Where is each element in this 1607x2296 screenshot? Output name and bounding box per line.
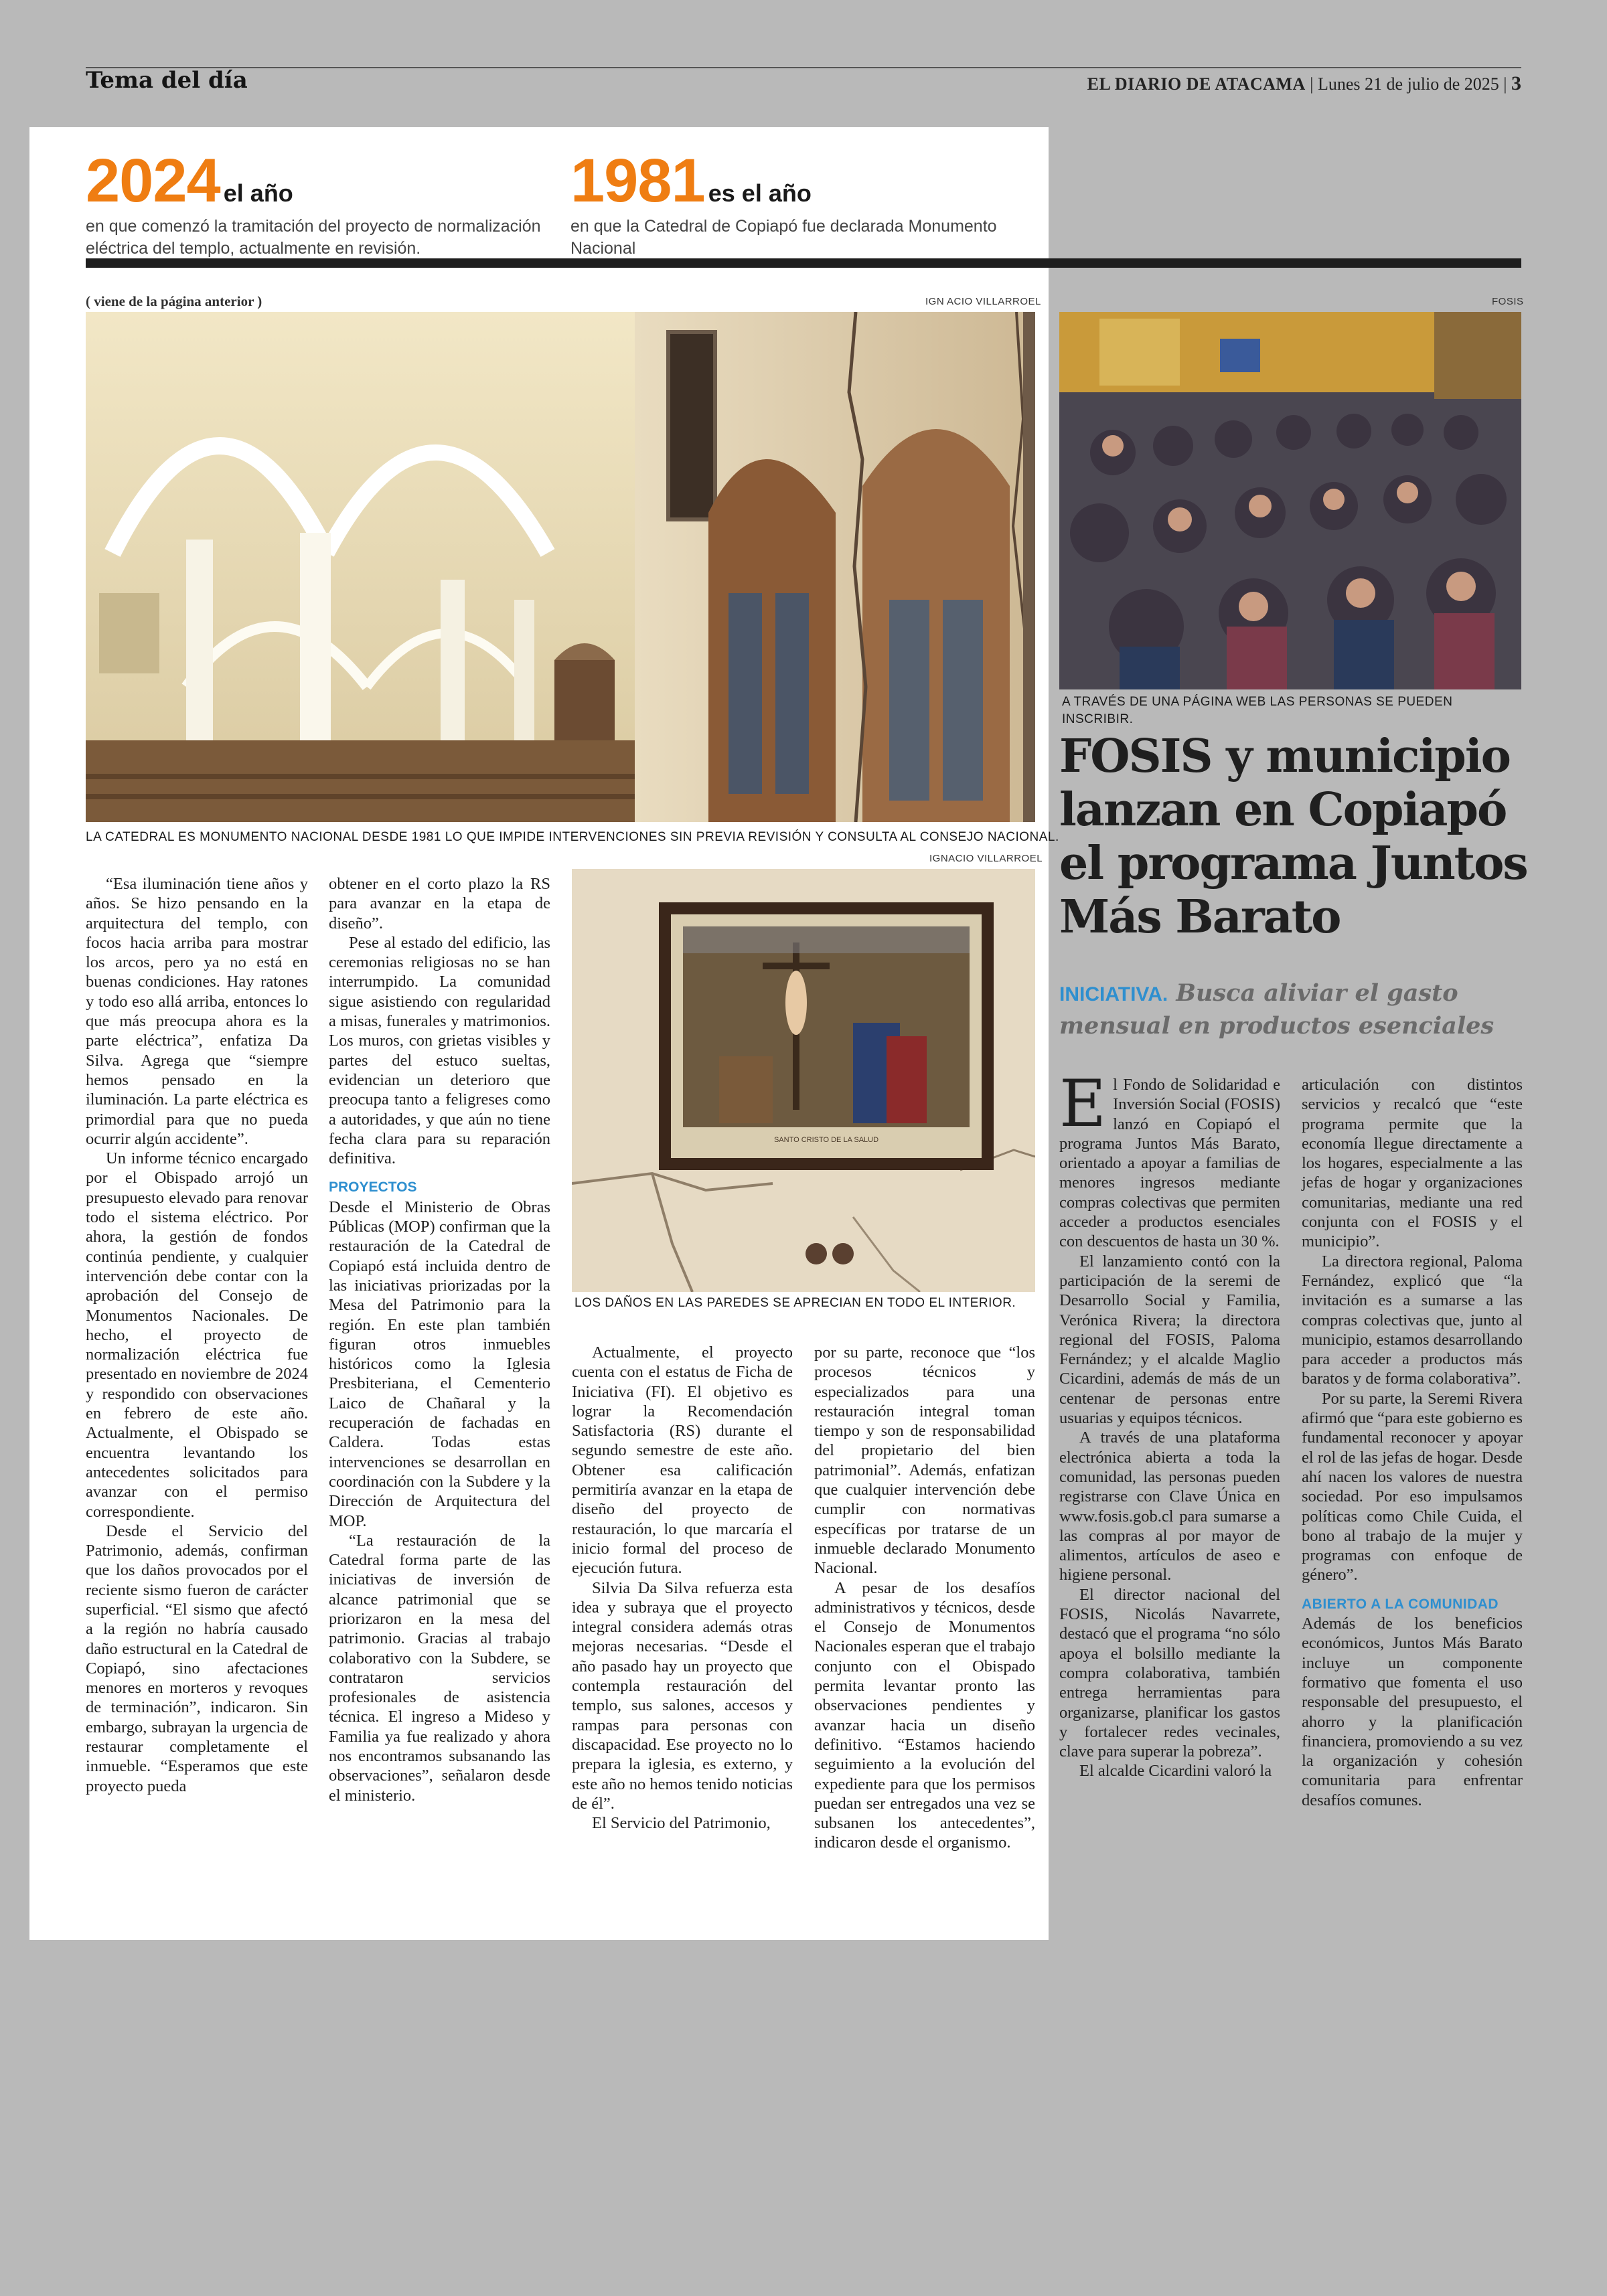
paragraph: Por su parte, la Seremi Rivera afirmó que “para este gobierno es fundamental reconocer y apoyar el rol de las jefas de hogar. Desde ahí nacen los valores de nuestra sociedad. Por eso impulsamos políticas como Chile Cuida, el bono al trabajo de la mujer y programas con enfoque de género”. <box>1302 1389 1523 1584</box>
article-column-1 <box>86 874 308 1796</box>
painting-photo <box>572 869 1035 1292</box>
photo-credit: IGN ACIO VILLARROEL <box>925 296 1041 307</box>
paragraph: Además de los beneficios económicos, Juntos Más Barato incluye un componente formativo que fomenta el uso responsable del presupuesto, el ahorro y la planificación financiera, promoviendo a su vez la organización y cohesión comunitaria para enfrentar desafíos comunes. <box>1302 1615 1523 1809</box>
publication-date: Lunes 21 de julio de 2025 <box>1317 74 1499 94</box>
photo-credit: IGNACIO VILLARROEL <box>929 853 1043 864</box>
section-divider <box>86 258 1521 268</box>
fact-description: en que la Catedral de Copiapó fue declarada Monumento Nacional <box>570 217 997 258</box>
side-column-1 <box>1059 1066 1280 1781</box>
cathedral-photo <box>86 312 1035 822</box>
side-kicker <box>1059 977 1528 1042</box>
paragraph: Pese al estado del edificio, las ceremonias religiosas no se han interrumpido. La comunidad sigue asistiendo con regularidad a misas, funerales y matrimonios. Los muros, con grietas visibles y partes del estuco sueltas, evidencian un deterioro que preocupa tanto a feligreses como a autoridades, y que aún no tiene fecha clara para su reparación definitiva. <box>329 933 550 1168</box>
folio: EL DIARIO DE ATACAMA | Lunes 21 de julio de 2025 | 3 <box>1087 72 1521 94</box>
audience-photo <box>1059 312 1521 689</box>
paragraph: El director nacional del FOSIS, Nicolás Navarrete, destacó que el programa “no sólo apoya el bolsillo mediante la compra colaborativa, también entrega herramientas para organizarse, planificar los gastos y fortalecer redes vecinales, clave para superar la pobreza”. <box>1059 1585 1280 1761</box>
subhead-proyectos: PROYECTOS <box>329 1179 417 1196</box>
paragraph <box>1059 1066 1280 1252</box>
paragraph: Silvia Da Silva refuerza esta idea y subraya que el proyecto integral considera además otras mejoras necesarias. “Desde el año pasado hay un proyecto que contempla restauración del templo, sus salones, accesos y rampas para personas con discapacidad. Ese proyecto no lo prepara la iglesia, es externo, y este año no hemos tenido noticias de él”. <box>572 1578 793 1813</box>
fact-label: es el año <box>708 179 812 207</box>
paragraph: Desde el Ministerio de Obras Públicas (MOP) confirman que la restauración de la Catedral de Copiapó está incluida dentro de las iniciativas priorizadas por la Mesa del Patrimonio para la región. En este plan también figuran otros inmuebles históricos como la Iglesia Presbiteriana, el Cementerio Laico de Chañaral y la recuperación de fachadas en Caldera. Todas estas intervenciones se desarrollan en coordinación con la Subdere y la Dirección de Arquitectura del MOP. <box>329 1198 550 1530</box>
article-column-4 <box>814 1343 1035 1853</box>
painting-photo-caption: LOS DAÑOS EN LAS PAREDES SE APRECIAN EN TODO EL INTERIOR. <box>575 1296 1016 1310</box>
cathedral-photo-image <box>86 312 1035 822</box>
paragraph: El lanzamiento contó con la participación de la seremi de Desarrollo Social y Familia, Verónica Rivera; la directora regional del FOSIS, Paloma Fernández; y el alcalde Maglio Cicardini, además de más de un centenar de personas entre usuarias y equipos técnicos. <box>1059 1252 1280 1428</box>
header-rule <box>86 67 1521 68</box>
section-label: Tema del día <box>86 67 248 94</box>
paragraph: Un informe técnico encargado por el Obispado arrojó un presupuesto elevado para renovar todo el sistema eléctrico. Por ahora, la gestión de fondos continúa pendiente, y cualquier intervención debe contar con la aprobación del Consejo de Monumentos Nacionales. De hecho, el proyecto de normalización eléctrica fue presentado en noviembre de 2024 y respondido con observaciones en febrero de este año. Actualmente, el Obispado se encuentra levantando los antecedentes solicitados para avanzar con el permiso correspondiente. <box>86 1149 308 1521</box>
paragraph: La directora regional, Paloma Fernández, explicó que “la invitación es a sumarse a las compras colectivas que, junto al municipio, estamos desarrollando para acceder a productos más baratos y de forma colaborativa”. <box>1302 1252 1523 1388</box>
lead-text: l Fondo de Solidaridad e Inversión Social (FOSIS) lanzó en Copiapó el programa Juntos Más Barato, orientado a apoyar a familias de menores ingresos mediante compras colectivas que permiten acceder a productos esenciales con descuentos de hasta un 30 %. <box>1059 1076 1280 1251</box>
fact-number: 2024 <box>86 147 220 215</box>
subhead-abierto: ABIERTO A LA COMUNIDAD <box>1302 1596 1499 1612</box>
audience-photo-image <box>1059 312 1521 689</box>
side-headline: FOSIS y municipio lanzan en Copiapó el programa Juntos Más Barato <box>1059 730 1527 944</box>
paragraph: El Servicio del Patrimonio, <box>592 1814 771 1833</box>
paragraph: obtener en el corto plazo la RS para avanzar en la etapa de diseño”. <box>329 875 550 932</box>
paragraph: “Esa iluminación tiene años y años. Se hizo pensando en la arquitectura del templo, con focos hacia arriba para mostrar los arcos, pero ya no está en buenas condiciones. Hay ratones y todo eso allá arriba, entonces lo que más preocupa ahora es la parte eléctrica”, enfatiza Da Silva. Agrega que “siempre hemos pensado en la iluminación. La parte eléctrica es primordial para que no pueda ocurrir algún accidente”. <box>86 875 308 1148</box>
publication-name: EL DIARIO DE ATACAMA <box>1087 74 1306 94</box>
paragraph: “La restauración de la Catedral forma parte de las iniciativas de inversión de alcance patrimonial que se priorizaron en la mesa del patrimonio. Gracias al trabajo colaborativo con la Subdere, se contrataron servicios profesionales de asistencia técnica. El ingreso a Mideso y Familia ya fue realizado y ahora nos encontramos subsanando las observaciones”, señalaron desde el ministerio. <box>329 1531 550 1805</box>
paragraph: El alcalde Cicardini valoró la <box>1079 1762 1272 1781</box>
article-column-3 <box>572 1343 793 1833</box>
kicker-tag: INICIATIVA. <box>1059 983 1168 1005</box>
fact-label: el año <box>223 179 293 207</box>
fact-1981 <box>570 147 1039 260</box>
paragraph: A través de una plataforma electrónica abierta a toda la comunidad, las personas pueden registrarse con Clave Única en www.fosis.gob.cl para sumarse a las compras al por mayor de alimentos, artículos de aseo e higiene personal. <box>1059 1428 1280 1584</box>
fact-description: en que comenzó la tramitación del proyecto de normalización eléctrica del templo, actualmente en revisión. <box>86 217 541 258</box>
paragraph: A pesar de los desafíos administrativos y técnicos, desde el Consejo de Monumentos Nacionales esperan que el trabajo conjunto con el Obispado permita levantar pronto las observaciones pendientes y avanzar hacia un diseño definitivo. “Estamos haciendo seguimiento a la evolución del expediente para que los permisos puedan ser entregados una vez se subsanen los antecedentes”, indicaron desde el organismo. <box>814 1578 1035 1852</box>
continued-note: ( viene de la página anterior ) <box>86 293 262 309</box>
paragraph: Actualmente, el proyecto cuenta con el estatus de Ficha de Iniciativa (FI). El objetivo es lograr la Recomendación Satisfactoria (RS) durante el segundo semestre de este año. Obtener esa calificación permitiría avanzar en la etapa de diseño del proyecto de restauración, lo que marcaría el inicio formal del proceso de ejecución futura. <box>572 1343 793 1578</box>
cathedral-photo-caption: LA CATEDRAL ES MONUMENTO NACIONAL DESDE 1981 LO QUE IMPIDE INTERVENCIONES SIN PREVIA REVISIÓN Y CONSULTA AL CONSEJO NACIONAL. <box>86 830 1059 844</box>
fact-2024 <box>86 147 554 260</box>
side-column-2 <box>1302 1075 1523 1810</box>
paragraph: por su parte, reconoce que “los procesos técnicos y especializados para una restauración integral toman tiempo y son de responsabilidad del propietario del bien patrimonial”. Además, enfatizan que cualquier intervención debe cumplir con normativas específicas por tratarse de un inmueble declarado Monumento Nacional. <box>814 1343 1035 1578</box>
paragraph: articulación con distintos servicios y recalcó que “este programa permite que la economía llegue directamente a los hogares, especialmente a las jefas de hogar y organizaciones comunitarias, mediante una red conjunta con el FOSIS y el municipio”. <box>1302 1076 1523 1251</box>
audience-photo-caption: A TRAVÉS DE UNA PÁGINA WEB LAS PERSONAS SE PUEDEN INSCRIBIR. <box>1062 695 1453 726</box>
fact-number: 1981 <box>570 147 705 215</box>
dropcap: E <box>1059 1066 1107 1141</box>
kicker-text: Busca aliviar el gasto mensual en productos esenciales <box>1059 979 1495 1040</box>
painting-label: SANTO CRISTO DE LA SALUD <box>773 1136 879 1144</box>
photo-credit: FOSIS <box>1492 296 1524 307</box>
article-column-2 <box>329 874 550 1805</box>
painting-photo-image <box>572 869 1035 1292</box>
paragraph: Desde el Servicio del Patrimonio, además, confirman que los daños provocados por el reciente sismo fueron de carácter superficial. “El sismo que afectó a la región no habría causado daño estructural en la Catedral de Copiapó, sino afectaciones menores en morteros y revoques de terminación”, indicaron. Sin embargo, subrayan la urgencia de restaurar completamente el inmueble. “Esperamos que este proyecto pueda <box>86 1522 308 1795</box>
page-number: 3 <box>1511 72 1521 94</box>
